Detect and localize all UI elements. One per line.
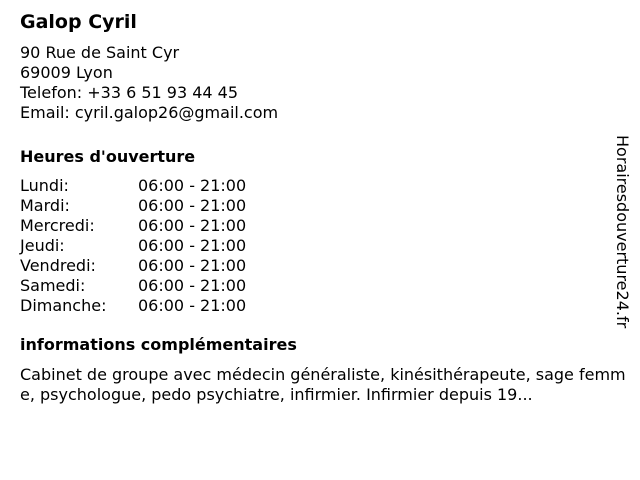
hours-row-sunday xyxy=(20,296,632,316)
contact-block xyxy=(20,43,632,123)
time-range: 06:00 - 21:00 xyxy=(138,176,247,195)
hours-row-friday xyxy=(20,256,632,276)
address-street: 90 Rue de Saint Cyr xyxy=(20,43,180,62)
hours-row-saturday xyxy=(20,276,632,296)
hours-row-tuesday xyxy=(20,196,632,216)
address-city: 69009 Lyon xyxy=(20,63,113,82)
day-label: Jeudi: xyxy=(20,236,65,255)
info-heading: informations complémentaires xyxy=(20,335,297,354)
hours-row-monday xyxy=(20,176,632,196)
day-label: Samedi: xyxy=(20,276,86,295)
day-label: Mardi: xyxy=(20,196,70,215)
time-range: 06:00 - 21:00 xyxy=(138,216,247,235)
time-range: 06:00 - 21:00 xyxy=(138,256,247,275)
hours-heading: Heures d'ouverture xyxy=(20,147,196,166)
time-range: 06:00 - 21:00 xyxy=(138,236,247,255)
info-description: Cabinet de groupe avec médecin généraliste, kinésithérapeute, sage femme, psychologue, pedo psychiatre, infirmier. Infirmier depuis 19... xyxy=(20,365,626,404)
hours-row-thursday xyxy=(20,236,632,256)
day-label: Vendredi: xyxy=(20,256,96,275)
hours-table xyxy=(20,176,632,316)
business-name: Galop Cyril xyxy=(20,11,137,33)
day-label: Mercredi: xyxy=(20,216,95,235)
time-range: 06:00 - 21:00 xyxy=(138,296,247,315)
site-watermark: Horairesdouverture24.fr xyxy=(613,135,632,329)
phone-text: Telefon: +33 6 51 93 44 45 xyxy=(20,83,239,102)
day-label: Lundi: xyxy=(20,176,69,195)
business-card xyxy=(20,8,632,405)
hours-row-wednesday xyxy=(20,216,632,236)
email-text: Email: cyril.galop26@gmail.com xyxy=(20,103,279,122)
time-range: 06:00 - 21:00 xyxy=(138,276,247,295)
day-label: Dimanche: xyxy=(20,296,107,315)
time-range: 06:00 - 21:00 xyxy=(138,196,247,215)
